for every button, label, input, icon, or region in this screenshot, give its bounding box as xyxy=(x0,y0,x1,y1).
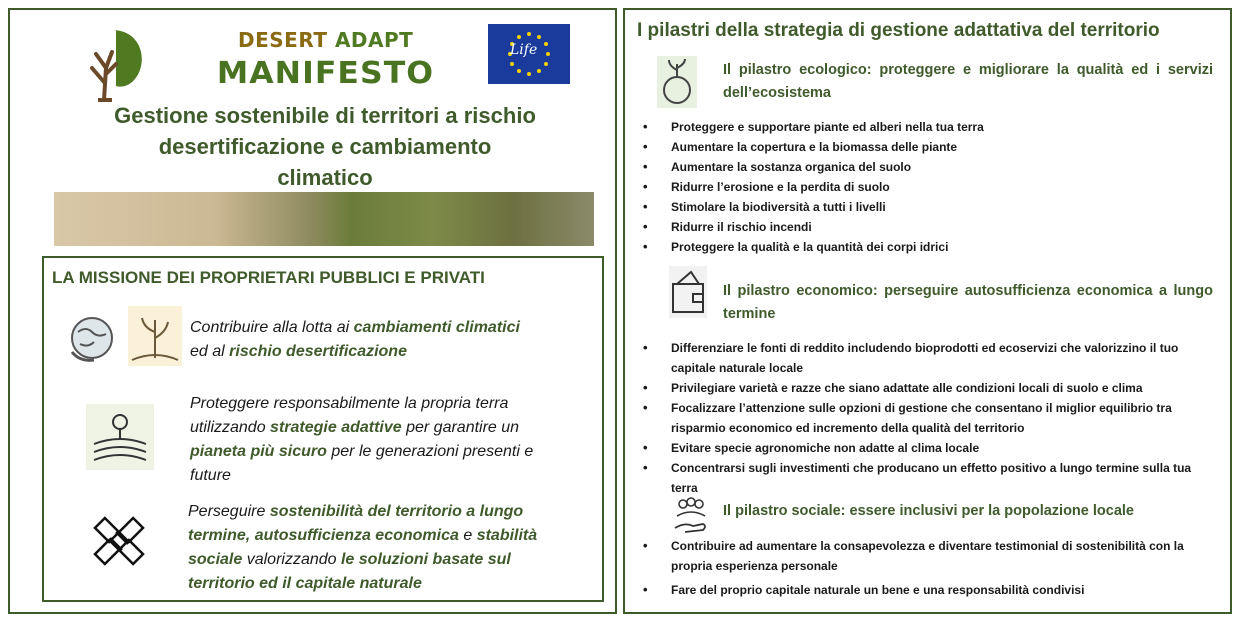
list-item: • Ridurre il rischio incendi xyxy=(643,217,1213,237)
handshake-icon xyxy=(92,514,146,568)
pillar-social-heading: Il pilastro sociale: essere inclusivi per la popolazione locale xyxy=(723,503,1134,519)
manifesto-left-panel xyxy=(8,8,617,614)
tree-logo-icon xyxy=(82,24,152,102)
list-item: • Ridurre l’erosione e la perdita di suolo xyxy=(643,177,1213,197)
eu-life-logo xyxy=(488,24,570,84)
item2-text-5: future xyxy=(190,467,231,484)
title-line-2: desertificazione e cambiamento xyxy=(158,134,492,159)
brand-manifesto: MANIFESTO xyxy=(216,56,435,91)
mission-heading: LA MISSIONE DEI PROPRIETARI PUBBLICI E PRIVATI xyxy=(52,268,485,287)
list-item: • Aumentare la copertura e la biomassa delle piante xyxy=(643,137,1213,157)
list-item: • Focalizzare l’attenzione sulle opzioni di gestione che consentano il miglior equilibrio tra risparmio economico ed incremento della qualità del territorio xyxy=(643,398,1213,438)
pillar-social-list xyxy=(643,536,1213,600)
item1-text-1: Contribuire alla lotta ai xyxy=(190,319,354,336)
field-tree-icon xyxy=(86,404,154,470)
pillars-right-panel xyxy=(623,8,1232,614)
pillar-ecological-list xyxy=(643,117,1213,257)
item3-text-1: Perseguire xyxy=(188,503,270,520)
item3-bold-1: sostenibilità del territorio a lungo xyxy=(269,503,524,520)
mission-box xyxy=(42,256,604,602)
brand-line-1 xyxy=(238,28,413,52)
item3-bold-4: sociale xyxy=(188,551,243,568)
item2-text-2: utilizzando xyxy=(190,419,271,436)
item2-text-1: Proteggere responsabilmente la propria terra xyxy=(190,395,509,412)
item2-bold-2: pianeta più sicuro xyxy=(190,443,327,460)
title-line-3: climatico xyxy=(277,165,373,190)
item2-text-3: per garantire un xyxy=(401,419,520,436)
item3-bold-5: le soluzioni basate sul xyxy=(340,551,511,568)
landscape-photo xyxy=(54,192,594,246)
list-item: • Fare del proprio capitale naturale un bene e una responsabilità condivisi xyxy=(643,580,1213,600)
list-item: • Proteggere la qualità e la quantità dei corpi idrici xyxy=(643,237,1213,257)
item3-bold-6: territorio ed il capitale naturale xyxy=(188,575,422,592)
item1-bold-2: rischio desertificazione xyxy=(229,343,407,360)
item1-bold-1: cambiamenti climatici xyxy=(353,319,520,336)
pillars-title: I pilastri della strategia di gestione adattativa del territorio xyxy=(637,20,1160,41)
list-item: • Stimolare la biodiversità a tutti i livelli xyxy=(643,197,1213,217)
brand-desert: DESERT xyxy=(238,28,328,52)
mission-item-1 xyxy=(190,316,590,364)
list-item: • Evitare specie agronomiche non adatte al clima locale xyxy=(643,438,1213,458)
item3-bold-3: stabilità xyxy=(476,527,538,544)
list-item: • Differenziare le fonti di reddito includendo bioprodotti ed ecoservizi che valorizzino il tuo capitale naturale locale xyxy=(643,338,1213,378)
title-line-1: Gestione sostenibile di territori a rischio xyxy=(114,103,536,128)
item3-bold-2: termine, autosufficienza economica xyxy=(188,527,459,544)
mission-item-3 xyxy=(188,500,598,596)
manifesto-title xyxy=(50,100,600,193)
pillar-economic-heading: Il pilastro economico: perseguire autosufficienza economica a lungo termine xyxy=(723,283,1213,322)
item3-text-2: e xyxy=(458,527,477,544)
earth-sprout-icon xyxy=(657,56,697,108)
item1-text-2: ed al xyxy=(190,343,230,360)
list-item: • Proteggere e supportare piante ed alberi nella tua terra xyxy=(643,117,1213,137)
wallet-icon xyxy=(669,266,707,318)
pillar-economic-list xyxy=(643,338,1213,498)
pillar-ecological-heading: Il pilastro ecologico: proteggere e migliorare la qualità ed i servizi dell’ecosistema xyxy=(723,62,1213,101)
list-item: • Privilegiare varietà e razze che siano adattate alle condizioni locali di suolo e clima xyxy=(643,378,1213,398)
brand-adapt: ADAPT xyxy=(334,28,414,52)
list-item: • Aumentare la sostanza organica del suolo xyxy=(643,157,1213,177)
community-hand-icon xyxy=(673,496,709,534)
list-item: • Contribuire ad aumentare la consapevolezza e diventare testimonial di sostenibilità con la propria esperienza personale xyxy=(643,536,1213,576)
life-logo-text: Life xyxy=(510,42,538,58)
item3-text-3: valorizzando xyxy=(242,551,341,568)
item2-bold-1: strategie adattive xyxy=(270,419,402,436)
earth-hand-icon xyxy=(66,312,120,366)
mission-item-2 xyxy=(190,392,590,488)
item2-text-4: per le generazioni presenti e xyxy=(326,443,534,460)
list-item: • Concentrarsi sugli investimenti che producano un effetto positivo a lungo termine sulla tua terra xyxy=(643,458,1213,498)
plant-sprout-icon xyxy=(128,306,182,366)
